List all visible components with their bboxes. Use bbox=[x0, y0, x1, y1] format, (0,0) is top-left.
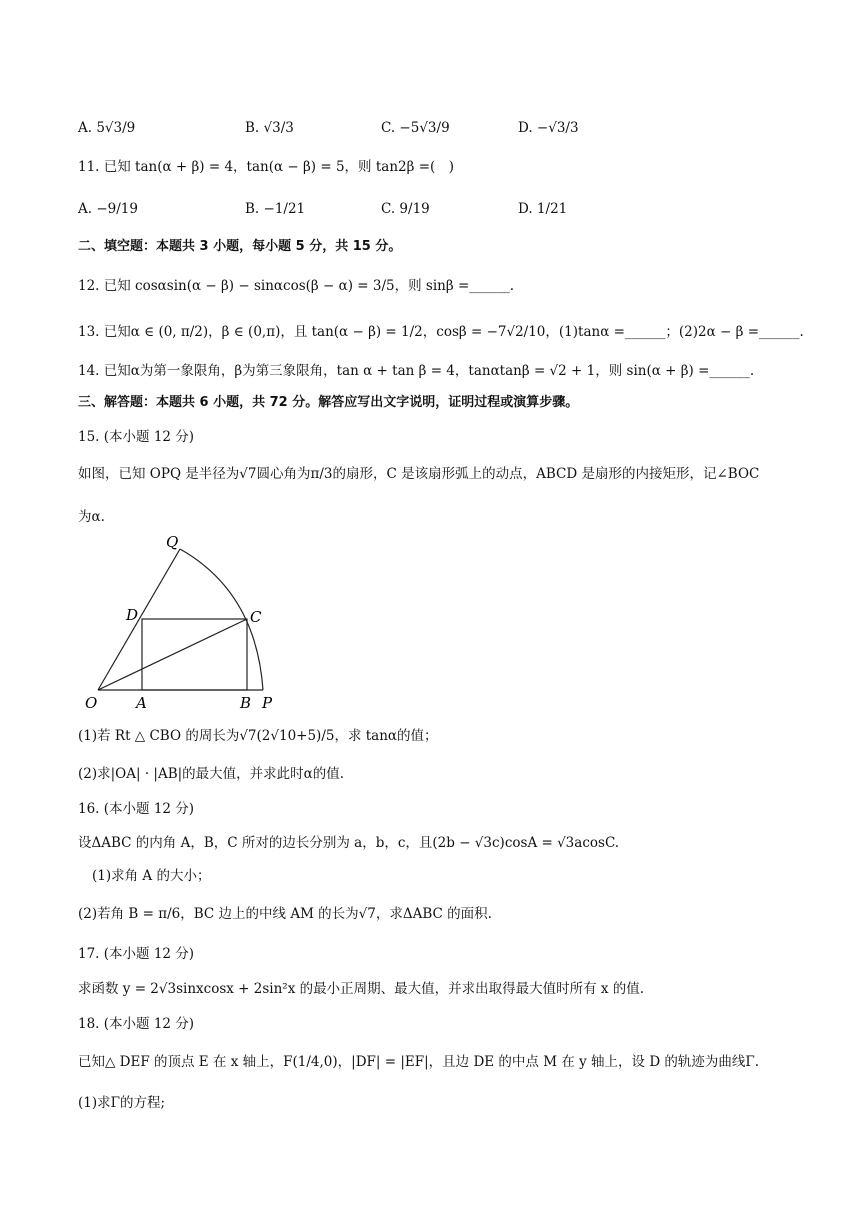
q12-stem: 12. 已知 cosαsin(α − β) − sinαcos(β − α) = 3/5，则 sinβ =______. bbox=[78, 278, 515, 294]
q11-option-d: D. 1/21 bbox=[518, 201, 568, 217]
q10-option-a: A. 5√3/9 bbox=[78, 120, 136, 136]
q10-option-c: C. −5√3/9 bbox=[381, 120, 450, 136]
q17-stem: 求函数 y = 2√3sinxcosx + 2sin²x 的最小正周期、最大值，并求出取得最大值时所有 x 的值. bbox=[78, 981, 645, 997]
rectangle-abcd bbox=[142, 619, 247, 690]
q10-option-b: B. √3/3 bbox=[245, 120, 294, 136]
q16-part2: (2)若角 B = π/6，BC 边上的中线 AM 的长为√7，求ΔABC 的面积. bbox=[78, 906, 492, 922]
figure-lines bbox=[98, 549, 263, 690]
q15-part2: (2)求|OA| · |AB|的最大值，并求此时α的值. bbox=[78, 766, 345, 782]
q16-stem: 设ΔABC 的内角 A，B，C 所对的边长分别为 a，b，c，且(2b − √3c)cosA = √3acosC. bbox=[78, 835, 620, 851]
q16-part1: (1)求角 A 的大小； bbox=[92, 868, 211, 884]
q14-stem: 14. 已知α为第一象限角，β为第三象限角，tan α + tan β = 4，tanαtanβ = √2 + 1，则 sin(α + β) =______. bbox=[78, 363, 755, 379]
q11-option-b: B. −1/21 bbox=[245, 201, 306, 217]
label-b: B bbox=[240, 694, 252, 712]
q17-header: 17. (本小题 12 分) bbox=[78, 946, 195, 962]
q18-part1: (1)求Γ的方程; bbox=[78, 1095, 166, 1111]
q15-stem-line2: 为α. bbox=[78, 509, 105, 525]
label-p: P bbox=[262, 694, 273, 712]
q11-option-c: C. 9/19 bbox=[381, 201, 430, 217]
section2-title: 二、填空题：本题共 3 小题，每小题 5 分，共 15 分。 bbox=[78, 239, 402, 254]
label-a: A bbox=[136, 694, 147, 712]
segment-oc bbox=[98, 619, 247, 690]
q16-header: 16. (本小题 12 分) bbox=[78, 801, 195, 817]
label-d: D bbox=[126, 606, 139, 624]
q15-part1: (1)若 Rt △ CBO 的周长为√7(2√10+5)/5，求 tanα的值； bbox=[78, 728, 438, 744]
q11-stem: 11. 已知 tan(α + β) = 4，tan(α − β) = 5，则 tan2β =( ) bbox=[78, 159, 455, 175]
label-q: Q bbox=[166, 533, 179, 551]
label-c: C bbox=[250, 608, 262, 626]
q15-header: 15. (本小题 12 分) bbox=[78, 429, 195, 445]
q15-stem-line1: 如图，已知 OPQ 是半径为√7圆心角为π/3的扇形，C 是该扇形弧上的动点，ABCD 是扇形的内接矩形，记∠BOC bbox=[78, 466, 760, 482]
label-o: O bbox=[85, 694, 98, 712]
q18-stem: 已知△ DEF 的顶点 E 在 x 轴上，F(1/4,0)，|DF| = |EF|，且边 DE 的中点 M 在 y 轴上，设 D 的轨迹为曲线Γ. bbox=[78, 1054, 760, 1070]
q18-header: 18. (本小题 12 分) bbox=[78, 1016, 195, 1032]
q10-option-d: D. −√3/3 bbox=[518, 120, 579, 136]
section3-title: 三、解答题：本题共 6 小题，共 72 分。解答应写出文字说明，证明过程或演算步骤。 bbox=[78, 395, 579, 410]
q11-option-a: A. −9/19 bbox=[78, 201, 138, 217]
sector-figure bbox=[80, 532, 280, 717]
q13-stem: 13. 已知α ∈ (0, π/2)，β ∈ (0,π)，且 tan(α − β) = 1/2，cosβ = −7√2/10，(1)tanα =______；(2)2α − β =______. bbox=[78, 324, 804, 340]
